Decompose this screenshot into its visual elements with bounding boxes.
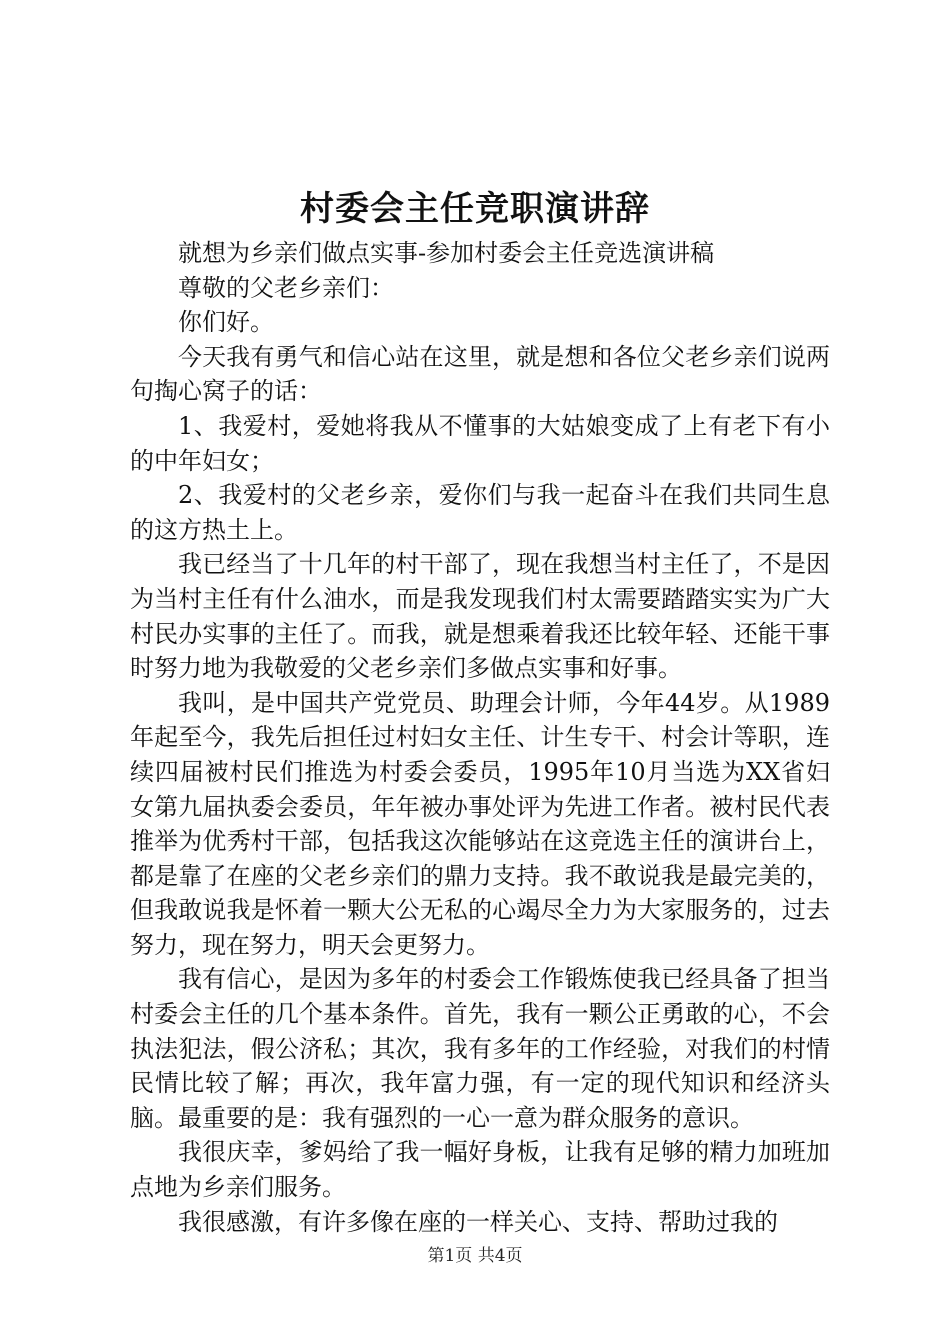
paragraph-point-2: 2、我爱村的父老乡亲，爱你们与我一起奋斗在我们共同生息的这方热土上。 [130,481,830,544]
paragraph-background: 我叫，是中国共产党党员、助理会计师，今年44岁。从1989年起至今，我先后担任过村妇女主任、计生专干、村会计等职，连续四届被村民们推选为村委会委员，1995年10月当选为XX省妇女第九届执委会委员，年年被办事处评为先进工作者。被村民代表推举为优秀村干部，包括我这次能够站在这竞选主任的演讲台上，都是靠了在座的父老乡亲们的鼎力支持。我不敢说我是最完美的，但我敢说我是怀着一颗大公无私的心竭尽全力为大家服务的，过去努力，现在努力，明天会更努力。 [130,688,830,959]
paragraph-confidence: 我有信心，是因为多年的村委会工作锻炼使我已经具备了担当村委会主任的几个基本条件。首先，我有一颗公正勇敢的心，不会执法犯法，假公济私；其次，我有多年的工作经验，对我们的村情民情比较了解；再次，我年富力强，有一定的现代知识和经济头脑。最重要的是：我有强烈的一心一意为群众服务的意识。 [130,965,830,1132]
paragraph-fortune: 我很庆幸，爹妈给了我一幅好身板，让我有足够的精力加班加点地为乡亲们服务。 [130,1138,830,1202]
paragraph-point-1: 1、我爱村，爱她将我从不懂事的大姑娘变成了上有老下有小的中年妇女； [130,411,830,475]
page-number-footer: 第1页 共4页 [427,1246,523,1266]
paragraph-intro: 今天我有勇气和信心站在这里，就是想和各位父老乡亲们说两句掏心窝子的话： [130,342,830,406]
document-body [130,236,830,1239]
paragraph-gratitude: 我很感激，有许多像在座的一样关心、支持、帮助过我的 [178,1207,778,1236]
paragraph-subtitle: 就想为乡亲们做点实事-参加村委会主任竞选演讲稿 [178,239,715,267]
document-title: 村委会主任竞职演讲辞 [300,189,650,229]
paragraph-motivation: 我已经当了十几年的村干部了，现在我想当村主任了，不是因为当村主任有什么油水，而是我发现我们村太需要踏踏实实为广大村民办实事的主任了。而我，就是想乘着我还比较年轻、还能干事时努力地为我敬爱的父老乡亲们多做点实事和好事。 [130,550,830,683]
paragraph-greeting: 你们好。 [178,308,274,337]
paragraph-salutation: 尊敬的父老乡亲们： [178,273,394,302]
